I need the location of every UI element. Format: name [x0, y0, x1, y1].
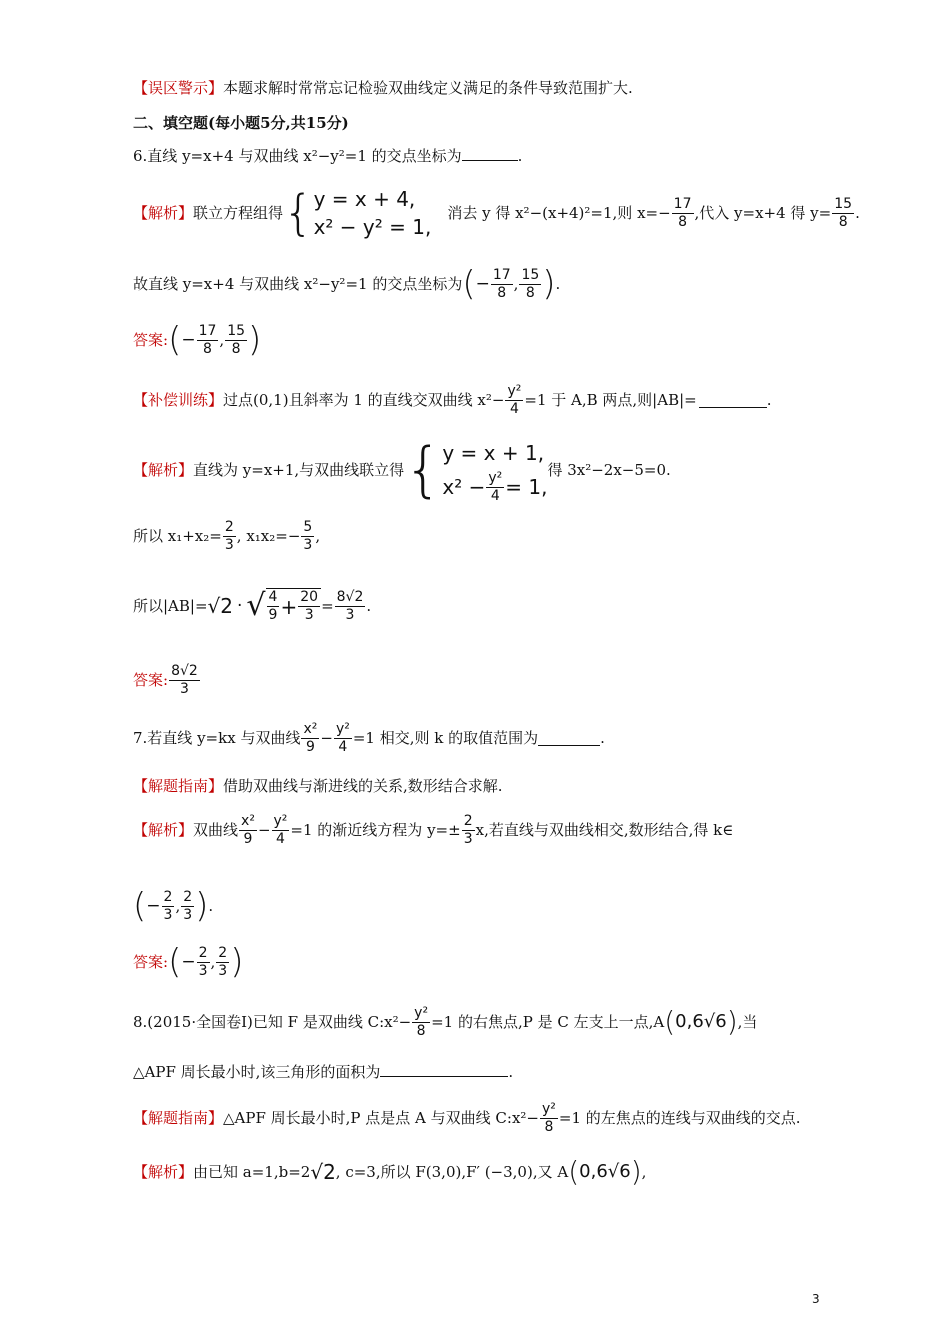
q8-solution: 【解析】 由已知 a=1,b=2 √2 , c=3,所以 F(3,0),F′ (−3,0),又 A ( 0,6√6 ) , — [133, 1155, 647, 1188]
ab-length-line: 所以|AB|= √2 · √ $\frac{4}{9}$ + $\frac{20}{3}$ = $\frac{8√2}{3}$ . — [133, 588, 372, 623]
q7-range: ( − $\frac{2}{3}$ , $\frac{2}{3}$ ) . — [133, 886, 214, 926]
fraction: $\frac{15}{8}$ — [834, 195, 853, 230]
answer-blank — [380, 1062, 508, 1077]
supplement-solution: 【解析】 直线为 y=x+1,与双曲线联立得 { y = x + 1, x² − $\frac{\text{y²}}{4}$ = 1, 得 3x²−2x−5=0. — [133, 435, 671, 505]
page-number: 3 — [812, 1292, 820, 1306]
fraction: $\frac{\text{y²}}{4}$ — [273, 812, 288, 847]
fraction: $\frac{\text{x²}}{9}$ — [241, 812, 255, 847]
conclusion-6: 故直线 y=x+4 与双曲线 x²−y²=1 的交点坐标为 ( − $\frac{17}{8}$ , $\frac{15}{8}$ ) . — [133, 264, 561, 304]
fraction: $\frac{\text{y²}}{4}$ — [507, 382, 522, 417]
fraction: $\frac{\text{y²}}{8}$ — [542, 1100, 556, 1135]
fraction: $\frac{\text{y²}}{4}$ — [335, 720, 350, 755]
q7-guide: 【解题指南】借助双曲线与渐进线的关系,数形结合求解. — [133, 777, 503, 795]
answer-7: 答案: ( − $\frac{2}{3}$ , $\frac{2}{3}$ ) — [133, 942, 244, 982]
fraction: $\frac{20}{3}$ — [300, 589, 319, 623]
fraction: $\frac{17}{8}$ — [492, 266, 511, 301]
fraction: $\frac{\text{y²}}{4}$ — [488, 469, 503, 504]
q8-guide: 【解题指南】 △APF 周长最小时,P 点是点 A 与双曲线 C:x²− $\frac{\text{y²}}{8}$ =1 的左焦点的连线与双曲线的交点. — [133, 1100, 801, 1135]
solution-6: 【解析】 联立方程组得 { y = x + 4, x² − y² = 1, 消去 y 得 x²−(x+4)²=1,则 x=− $\frac{17}{8}$ ,代入 y=x+4 得 y= $\frac{15}{8}$ . — [133, 185, 860, 241]
fraction: $\frac{17}{8}$ — [198, 322, 217, 357]
fraction: $\frac{2}{3}$ — [183, 888, 193, 923]
fraction: $\frac{15}{8}$ — [227, 322, 246, 357]
fraction: $\frac{2}{3}$ — [218, 944, 228, 979]
fraction: $\frac{17}{8}$ — [673, 195, 692, 230]
question-7: 7.若直线 y=kx 与双曲线 $\frac{\text{x²}}{9}$ − $\frac{\text{y²}}{4}$ =1 相交,则 k 的取值范围为 . — [133, 720, 605, 755]
section-heading: 二、填空题(每小题5分,共15分) — [133, 114, 349, 132]
fraction: $\frac{15}{8}$ — [521, 266, 540, 301]
fraction: $\frac{\text{x²}}{9}$ — [303, 720, 318, 755]
answer-blank — [538, 731, 600, 746]
answer-blank — [699, 393, 767, 408]
fraction: $\frac{2}{3}$ — [224, 518, 234, 553]
equation-system: { y = x + 1, x² − $\frac{\text{y²}}{4}$ = 1, — [404, 435, 548, 505]
warning-line — [133, 78, 633, 98]
q7-solution: 【解析】 双曲线 $\frac{\text{x²}}{9}$ − $\frac{\text{y²}}{4}$ =1 的渐近线方程为 y=± $\frac{2}{3}$ x,若直线与双曲线相交,数形结合,得 k∈ — [133, 812, 734, 847]
question-8: 8.(2015·全国卷Ⅰ)已知 F 是双曲线 C:x²− $\frac{\text{y²}}{8}$ =1 的右焦点,P 是 C 左支上一点,A ( 0,6√6 ) ,当 — [133, 1004, 758, 1039]
warning-tag: 【误区警示】 — [133, 79, 224, 97]
answer-blank — [462, 146, 518, 161]
fraction: $\frac{2}{3}$ — [463, 812, 473, 847]
fraction: $\frac{2}{3}$ — [163, 888, 173, 923]
fraction: $\frac{8√2}{3}$ — [336, 588, 364, 623]
answer-6: 答案: ( − $\frac{17}{8}$ , $\frac{15}{8}$ ) — [133, 320, 262, 360]
fraction: $\frac{4}{9}$ — [268, 589, 278, 623]
fraction: $\frac{\text{y²}}{8}$ — [414, 1004, 429, 1039]
warning-text: 本题求解时常常忘记检验双曲线定义满足的条件导致范围扩大. — [223, 79, 633, 97]
equation-system: { y = x + 4, x² − y² = 1, — [283, 185, 432, 241]
question-6: 6.直线 y=x+4 与双曲线 x²−y²=1 的交点坐标为 . — [133, 147, 523, 165]
answer-supplement: 答案: $\frac{8√2}{3}$ — [133, 662, 198, 697]
square-root: √ $\frac{4}{9}$ + $\frac{20}{3}$ — [246, 588, 321, 624]
supplement-question: 【补偿训练】 过点(0,1)且斜率为 1 的直线交双曲线 x²− $\frac{\text{y²}}{4}$ =1 于 A,B 两点,则|AB|= . — [133, 382, 772, 417]
fraction: $\frac{5}{3}$ — [303, 518, 313, 553]
fraction: $\frac{8√2}{3}$ — [171, 662, 198, 697]
vieta-line: 所以 x₁+x₂= $\frac{2}{3}$ , x₁x₂=− $\frac{5}{3}$ , — [133, 518, 321, 553]
fraction: $\frac{2}{3}$ — [198, 944, 208, 979]
question-8-cont: △APF 周长最小时,该三角形的面积为 . — [133, 1063, 514, 1081]
